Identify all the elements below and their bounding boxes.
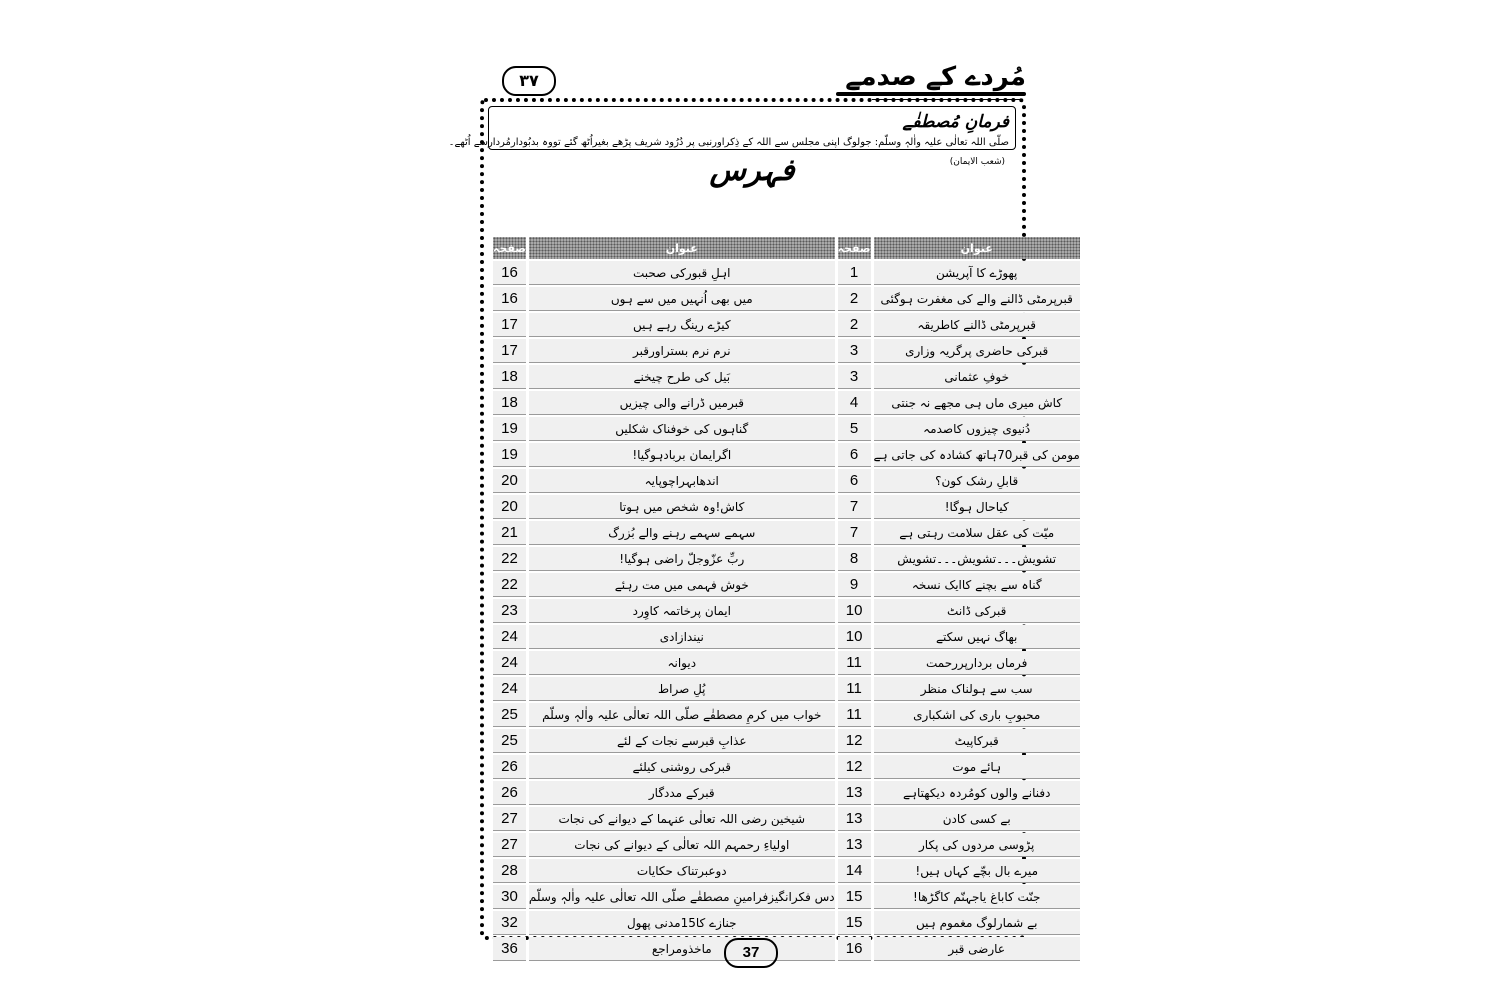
entry-title-left: خواب میں کرمِ مصطفٰے صلّی اللہ تعالٰی علیہ واٰلہٖ وسلّم bbox=[529, 703, 835, 727]
page-number-right: 2 bbox=[838, 313, 871, 337]
entry-title-left: کیڑے رینگ رہے ہیں bbox=[529, 313, 835, 337]
entry-title-right: پھوڑے کا آپریشن bbox=[874, 261, 1080, 285]
book-title: مُردے کے صدمے bbox=[845, 62, 1026, 92]
entry-title-right: قابلِ رشک کون؟ bbox=[874, 469, 1080, 493]
title-underline bbox=[836, 92, 1026, 96]
entry-title-left: ماخذومراجع bbox=[529, 937, 835, 961]
table-row bbox=[493, 807, 1080, 831]
table-row bbox=[493, 365, 1080, 389]
table-row bbox=[493, 755, 1080, 779]
page-number-top: ۳۷ bbox=[502, 66, 556, 96]
page-number-left: 27 bbox=[493, 833, 526, 857]
page-number-left: 28 bbox=[493, 859, 526, 883]
entry-title-left: قبرکی روشنی کیلئے bbox=[529, 755, 835, 779]
page-number-right: 3 bbox=[838, 339, 871, 363]
entry-title-left: عذابِ قبرسے نجات کے لئے bbox=[529, 729, 835, 753]
entry-title-right: میرے بال بچّے کہاں ہیں! bbox=[874, 859, 1080, 883]
page-number-right: 16 bbox=[838, 937, 871, 961]
entry-title-right: بھاگ نہیں سکتے bbox=[874, 625, 1080, 649]
page-number-left: 18 bbox=[493, 365, 526, 389]
page-number-right: 13 bbox=[838, 807, 871, 831]
page-number-right: 11 bbox=[838, 651, 871, 675]
page-number-left: 18 bbox=[493, 391, 526, 415]
table-row bbox=[493, 391, 1080, 415]
entry-title-left: ایمان پرخاتمہ کاوِرد bbox=[529, 599, 835, 623]
entry-title-right: ہائے موت bbox=[874, 755, 1080, 779]
table-row bbox=[493, 469, 1080, 493]
entry-title-left: ربِّ عزّوجلّ راضی ہوگیا! bbox=[529, 547, 835, 571]
table-row bbox=[493, 833, 1080, 857]
toc-title: فہرس bbox=[709, 153, 795, 188]
entry-title-right: قبرکی ڈانٹ bbox=[874, 599, 1080, 623]
page-number-left: 19 bbox=[493, 443, 526, 467]
page-number-left: 16 bbox=[493, 287, 526, 311]
header-page-right: صفحہ bbox=[838, 237, 871, 259]
entry-title-right: مومن کی قبر70ہاتھ کشادہ کی جاتی ہے bbox=[874, 443, 1080, 467]
header-title-right: عنوان bbox=[874, 237, 1080, 259]
table-row bbox=[493, 859, 1080, 883]
page-number-right: 11 bbox=[838, 677, 871, 701]
table-row bbox=[493, 885, 1080, 909]
table-row bbox=[493, 313, 1080, 337]
table-row bbox=[493, 573, 1080, 597]
entry-title-right: عارضی قبر bbox=[874, 937, 1080, 961]
entry-title-left: گناہوں کی خوفناک شکلیں bbox=[529, 417, 835, 441]
page-number-left: 22 bbox=[493, 573, 526, 597]
entry-title-right: تشویش۔۔۔تشویش۔۔۔تشویش bbox=[874, 547, 1080, 571]
table-row bbox=[493, 911, 1080, 935]
entry-title-left: کاش!وہ شخص میں ہوتا bbox=[529, 495, 835, 519]
toc-table bbox=[490, 235, 1083, 963]
entry-title-left: خوش فہمی میں مت رہئے bbox=[529, 573, 835, 597]
page-number-right: 12 bbox=[838, 729, 871, 753]
entry-title-left: دس فکرانگیزفرامینِ مصطفٰے صلّی اللہ تعالٰی علیہ واٰلہٖ وسلّم bbox=[529, 885, 835, 909]
entry-title-left: دوعبرتناک حکایات bbox=[529, 859, 835, 883]
table-row bbox=[493, 339, 1080, 363]
page-number-left: 24 bbox=[493, 677, 526, 701]
page-number-right: 8 bbox=[838, 547, 871, 571]
table-row bbox=[493, 443, 1080, 467]
table-row bbox=[493, 547, 1080, 571]
entry-title-right: قبرپرمٹی ڈالنے والے کی مغفرت ہوگئی bbox=[874, 287, 1080, 311]
entry-title-left: اگرایمان بربادہوگیا! bbox=[529, 443, 835, 467]
entry-title-right: قبرکاپیٹ bbox=[874, 729, 1080, 753]
entry-title-right: گناہ سے بچنے کاایک نسخہ bbox=[874, 573, 1080, 597]
page-number-right: 10 bbox=[838, 625, 871, 649]
entry-title-right: میّت کی عقل سلامت رہتی ہے bbox=[874, 521, 1080, 545]
entry-title-right: کیاحال ہوگا! bbox=[874, 495, 1080, 519]
entry-title-right: قبرپرمٹی ڈالنے کاطریقہ bbox=[874, 313, 1080, 337]
page-number-bottom: 37 bbox=[724, 938, 778, 968]
entry-title-right: دُنیوی چیزوں کاصدمہ bbox=[874, 417, 1080, 441]
book-page bbox=[448, 58, 1080, 968]
entry-title-left: میں بھی اُنہیں میں سے ہوں bbox=[529, 287, 835, 311]
page-number-right: 11 bbox=[838, 703, 871, 727]
entry-title-left: جنازے کا15مدنی پھول bbox=[529, 911, 835, 935]
page-number-left: 16 bbox=[493, 261, 526, 285]
page-number-left: 30 bbox=[493, 885, 526, 909]
table-row bbox=[493, 937, 1080, 961]
page-number-left: 27 bbox=[493, 807, 526, 831]
table-row bbox=[493, 495, 1080, 519]
entry-title-right: جنّت کاباغ یاجہنّم کاگڑھا! bbox=[874, 885, 1080, 909]
entry-title-left: نیندازادی bbox=[529, 625, 835, 649]
entry-title-right: سب سے ہولناک منظر bbox=[874, 677, 1080, 701]
page-number-left: 24 bbox=[493, 625, 526, 649]
hadith-banner bbox=[448, 106, 1016, 167]
page-number-right: 13 bbox=[838, 781, 871, 805]
page-number-right: 15 bbox=[838, 885, 871, 909]
entry-title-left: نرم نرم بستراورقبر bbox=[529, 339, 835, 363]
entry-title-right: پڑوسی مردوں کی پکار bbox=[874, 833, 1080, 857]
page-number-left: 20 bbox=[493, 469, 526, 493]
page-number-right: 1 bbox=[838, 261, 871, 285]
page-number-left: 21 bbox=[493, 521, 526, 545]
page-number-right: 4 bbox=[838, 391, 871, 415]
table-row bbox=[493, 729, 1080, 753]
entry-title-right: خوفِ عثمانی bbox=[874, 365, 1080, 389]
page-number-right: 9 bbox=[838, 573, 871, 597]
page-number-right: 14 bbox=[838, 859, 871, 883]
page-number-right: 3 bbox=[838, 365, 871, 389]
page-number-left: 17 bbox=[493, 339, 526, 363]
table-row bbox=[493, 287, 1080, 311]
page-number-left: 22 bbox=[493, 547, 526, 571]
entry-title-left: قبرمیں ڈرانے والی چیزیں bbox=[529, 391, 835, 415]
banner-lead: فرمانِ مُصطفٰے bbox=[902, 112, 1009, 132]
page-number-left: 17 bbox=[493, 313, 526, 337]
entry-title-right: کاش میری ماں ہی مجھے نہ جنتی bbox=[874, 391, 1080, 415]
page-number-right: 7 bbox=[838, 495, 871, 519]
toc-header-row bbox=[493, 237, 1080, 259]
table-row bbox=[493, 261, 1080, 285]
page-number-left: 26 bbox=[493, 755, 526, 779]
table-row bbox=[493, 703, 1080, 727]
entry-title-right: محبوبِ باری کی اشکباری bbox=[874, 703, 1080, 727]
entry-title-right: فرماں بردارپررحمت bbox=[874, 651, 1080, 675]
entry-title-left: قبرکے مددگار bbox=[529, 781, 835, 805]
entry-title-left: اولیاءِ رحمہم اللہ تعالٰی کے دیوانے کی نجات bbox=[529, 833, 835, 857]
table-row bbox=[493, 417, 1080, 441]
table-row bbox=[493, 599, 1080, 623]
page-number-left: 24 bbox=[493, 651, 526, 675]
entry-title-right: قبرکی حاضری پرگریہ وزاری bbox=[874, 339, 1080, 363]
banner-source: (شعب الایمان) bbox=[949, 156, 1005, 167]
page-number-right: 10 bbox=[838, 599, 871, 623]
entry-title-left: دیوانہ bbox=[529, 651, 835, 675]
header-title-left: عنوان bbox=[529, 237, 835, 259]
page-number-right: 15 bbox=[838, 911, 871, 935]
page-number-left: 20 bbox=[493, 495, 526, 519]
page-number-left: 19 bbox=[493, 417, 526, 441]
page-number-left: 25 bbox=[493, 729, 526, 753]
page-number-right: 6 bbox=[838, 469, 871, 493]
page-number-right: 13 bbox=[838, 833, 871, 857]
page-number-left: 32 bbox=[493, 911, 526, 935]
page-number-right: 7 bbox=[838, 521, 871, 545]
entry-title-left: سہمے سہمے رہنے والے بُزرگ bbox=[529, 521, 835, 545]
entry-title-left: شیخین رضی اللہ تعالٰی عنہما کے دیوانے کی نجات bbox=[529, 807, 835, 831]
table-row bbox=[493, 625, 1080, 649]
table-row bbox=[493, 651, 1080, 675]
table-row bbox=[493, 521, 1080, 545]
table-row bbox=[493, 781, 1080, 805]
page-number-left: 36 bbox=[493, 937, 526, 961]
page-number-right: 12 bbox=[838, 755, 871, 779]
entry-title-right: بے شمارلوگ مغموم ہیں bbox=[874, 911, 1080, 935]
page-number-right: 5 bbox=[838, 417, 871, 441]
entry-title-left: پُلِ صراط bbox=[529, 677, 835, 701]
entry-title-right: بے کسی کادن bbox=[874, 807, 1080, 831]
page-number-left: 23 bbox=[493, 599, 526, 623]
page-number-left: 25 bbox=[493, 703, 526, 727]
entry-title-left: بَیل کی طرح چیخنے bbox=[529, 365, 835, 389]
banner-text: صلّی اللہ تعالٰی علیہ واٰلہٖ وسلّم: جولوگ اپنی مجلس سے اللہ کے ذِکراورنبی پر دُرُود شریف پڑھے بغیراُٹھ گئے تووہ بدبُودارمُردارسے اُٹھے۔ bbox=[448, 137, 1009, 148]
header-page-left: صفحہ bbox=[493, 237, 526, 259]
page-number-right: 2 bbox=[838, 287, 871, 311]
entry-title-left: اہلِ قبورکی صحبت bbox=[529, 261, 835, 285]
page-number-left: 26 bbox=[493, 781, 526, 805]
page-number-right: 6 bbox=[838, 443, 871, 467]
entry-title-left: اندھابہراچوپایہ bbox=[529, 469, 835, 493]
entry-title-right: دفنانے والوں کومُردہ دیکھتاہے bbox=[874, 781, 1080, 805]
table-row bbox=[493, 677, 1080, 701]
